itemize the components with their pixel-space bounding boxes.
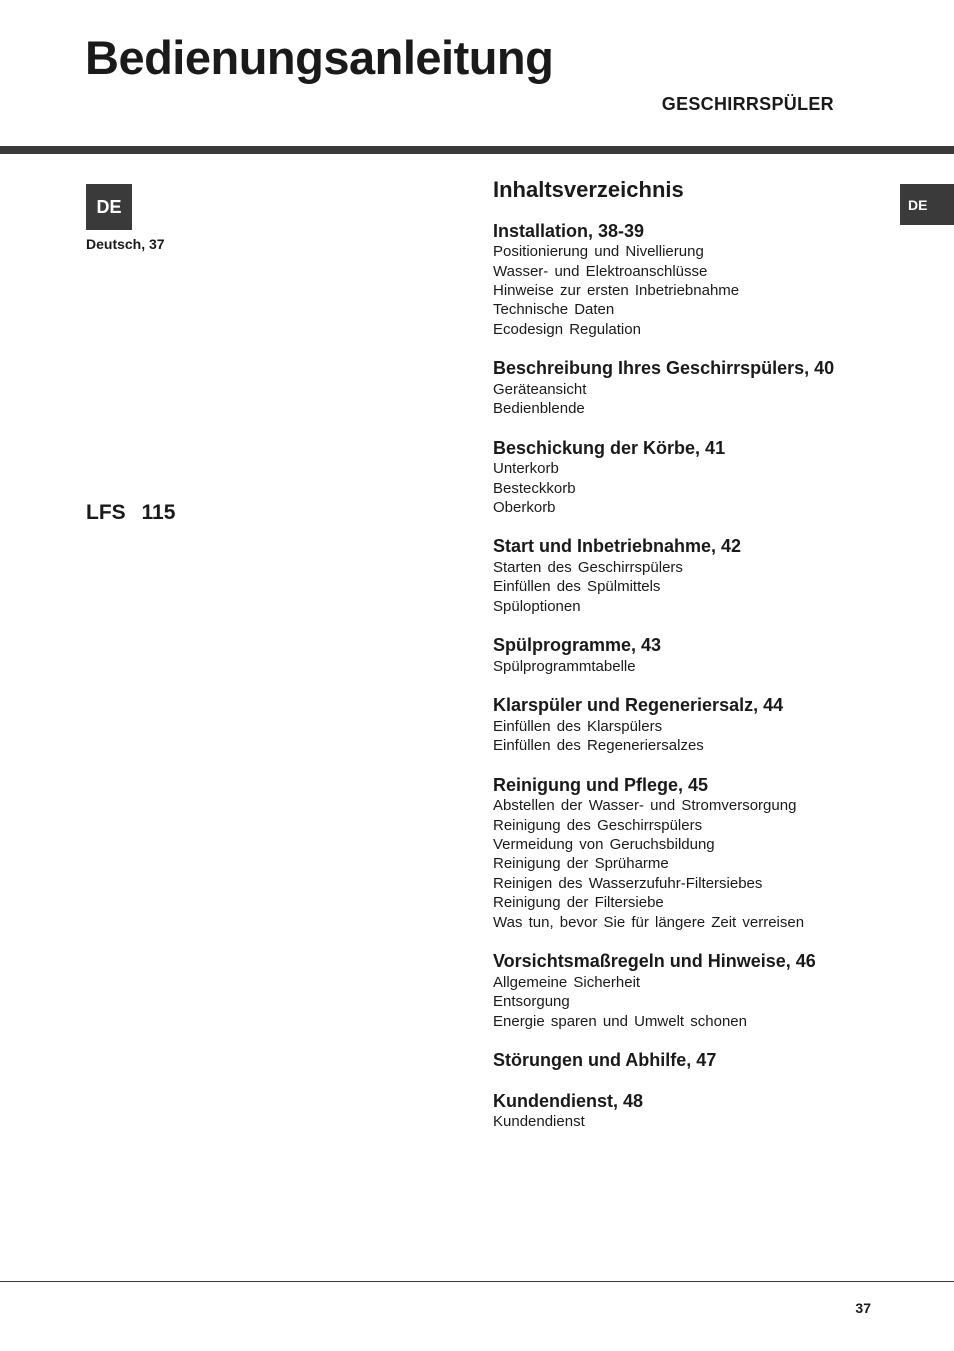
toc-sub-item: Wasser- und Elektroanschlüsse	[493, 262, 708, 280]
toc-section	[493, 221, 913, 340]
toc-sub-item: Spüloptionen	[493, 597, 581, 615]
toc-sub-item: Allgemeine Sicherheit	[493, 973, 641, 991]
toc-sub-item: Starten des Geschirrspülers	[493, 559, 683, 577]
toc-sub-item: Einfüllen des Regeneriersalzes	[493, 737, 704, 755]
toc-sub-item: Technische Daten	[493, 301, 615, 319]
footer-divider	[0, 1281, 954, 1282]
language-badge: DE	[86, 184, 132, 230]
header-divider	[0, 146, 954, 154]
toc-sub-item: Entsorgung	[493, 993, 570, 1011]
toc-sub-item: Oberkorb	[493, 499, 556, 517]
toc-sub-item: Kundendienst	[493, 1113, 585, 1131]
toc-sub-item: Was tun, bevor Sie für längere Zeit verreisen	[493, 913, 805, 931]
page-title: Bedienungsanleitung	[85, 31, 554, 84]
toc-section	[493, 635, 913, 676]
toc-section	[493, 951, 913, 1031]
toc-sub-item: Spülprogrammtabelle	[493, 657, 636, 675]
toc-section-title: Beschickung der Körbe, 41	[493, 437, 726, 458]
page-number: 37	[855, 1300, 871, 1316]
toc-section	[493, 438, 913, 518]
toc-sub-item: Besteckkorb	[493, 479, 576, 497]
toc-section	[493, 1050, 913, 1072]
toc-sub-item: Abstellen der Wasser- und Stromversorgung	[493, 797, 797, 815]
toc-section	[493, 1091, 913, 1132]
toc-section-title: Störungen und Abhilfe, 47	[493, 1049, 717, 1070]
toc-sub-item: Geräteansicht	[493, 380, 587, 398]
toc-section	[493, 695, 913, 755]
toc-section-title: Installation, 38-39	[493, 220, 645, 241]
toc-section-title: Reinigung und Pflege, 45	[493, 774, 709, 795]
language-caption: Deutsch, 37	[86, 236, 165, 252]
toc-sections	[493, 221, 913, 1132]
toc-sub-item: Einfüllen des Spülmittels	[493, 578, 661, 596]
toc-sub-item: Reinigung der Filtersiebe	[493, 894, 664, 912]
table-of-contents	[493, 176, 913, 1151]
toc-section-title: Kundendienst, 48	[493, 1090, 644, 1111]
toc-section-title: Start und Inbetriebnahme, 42	[493, 536, 742, 557]
toc-sub-item: Reinigen des Wasserzufuhr-Filtersiebes	[493, 874, 763, 892]
toc-sub-item: Reinigung der Sprüharme	[493, 855, 669, 873]
language-side-tab: DE	[900, 184, 954, 225]
toc-section	[493, 358, 913, 418]
toc-section-title: Klarspüler und Regeneriersalz, 44	[493, 695, 784, 716]
model-name: LFS 115	[86, 501, 176, 524]
document-subtitle: GESCHIRRSPÜLER	[661, 94, 834, 114]
toc-section	[493, 536, 913, 616]
toc-sub-item: Vermeidung von Geruchsbildung	[493, 836, 715, 854]
toc-sub-item: Einfüllen des Klarspülers	[493, 717, 663, 735]
toc-sub-item: Energie sparen und Umwelt schonen	[493, 1012, 747, 1030]
toc-sub-item: Hinweise zur ersten Inbetriebnahme	[493, 282, 740, 299]
toc-section-title: Beschreibung Ihres Geschirrspülers, 40	[493, 358, 835, 379]
toc-section-title: Vorsichtsmaßregeln und Hinweise, 46	[493, 951, 816, 972]
toc-sub-item: Ecodesign Regulation	[493, 320, 641, 338]
toc-sub-item: Unterkorb	[493, 460, 559, 478]
toc-section	[493, 775, 913, 932]
toc-sub-item: Bedienblende	[493, 400, 585, 418]
toc-sub-item: Reinigung des Geschirrspülers	[493, 816, 703, 834]
toc-heading: Inhaltsverzeichnis	[493, 177, 684, 202]
toc-sub-item: Positionierung und Nivellierung	[493, 243, 704, 261]
toc-section-title: Spülprogramme, 43	[493, 635, 662, 656]
